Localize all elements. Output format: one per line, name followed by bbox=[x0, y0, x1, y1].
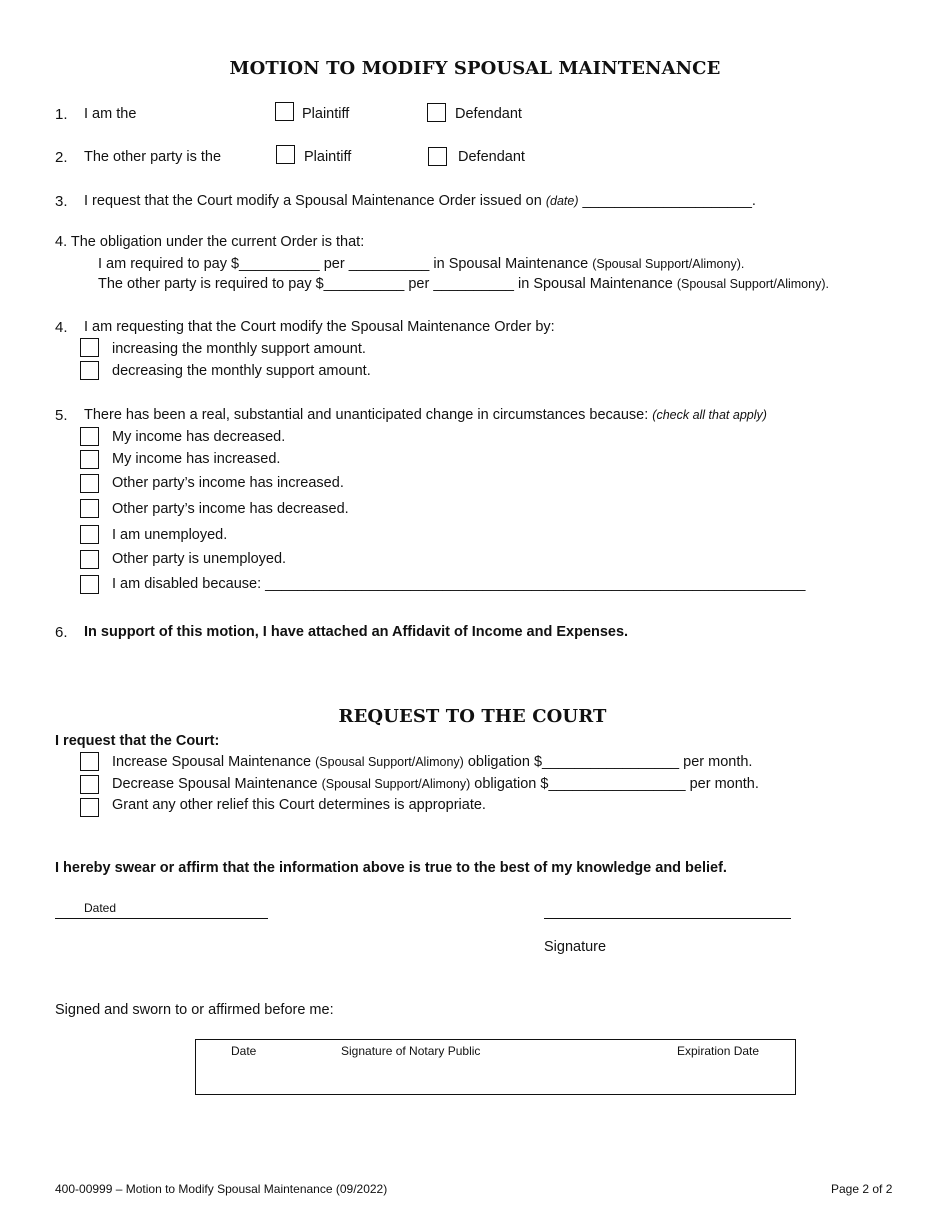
request-intro: I request that the Court: bbox=[55, 733, 220, 749]
notary-expiration-label: Expiration Date bbox=[677, 1044, 760, 1058]
item-5-checkbox-income-increased[interactable] bbox=[80, 450, 99, 469]
obligation-self-text[interactable]: I am required to pay $__________ per __________ in Spousal Maintenance bbox=[98, 256, 589, 272]
request-increase-note: (Spousal Support/Alimony) bbox=[315, 755, 464, 769]
notary-date-label: Date bbox=[231, 1044, 257, 1058]
oath-statement: I hereby swear or affirm that the information above is true to the best of my knowledge and belief. bbox=[55, 860, 727, 876]
item-5-row bbox=[84, 407, 767, 423]
request-other-relief-label: Grant any other relief this Court determines is appropriate. bbox=[112, 797, 486, 813]
request-title: REQUEST TO THE COURT bbox=[338, 706, 607, 727]
item-5-label-other-income-decreased: Other party’s income has decreased. bbox=[112, 501, 349, 517]
item-1-number: 1. bbox=[55, 106, 68, 123]
obligation-other-note: (Spousal Support/Alimony). bbox=[676, 277, 829, 291]
item-4-text: I am requesting that the Court modify the Spousal Maintenance Order by: bbox=[84, 319, 555, 335]
item-3-number: 3. bbox=[55, 193, 68, 210]
request-decrease-checkbox[interactable] bbox=[80, 775, 99, 794]
obligation-other-text[interactable]: The other party is required to pay $__________ per __________ in Spousal Maintenance bbox=[98, 276, 673, 292]
item-4-increase-label: increasing the monthly support amount. bbox=[112, 341, 366, 357]
item-3-date-field[interactable]: _____________________. bbox=[582, 193, 756, 209]
item-3-row bbox=[84, 193, 756, 209]
item-4-decrease-checkbox[interactable] bbox=[80, 361, 99, 380]
sworn-text: Signed and sworn to or affirmed before me: bbox=[55, 1002, 334, 1018]
request-other-relief-checkbox[interactable] bbox=[80, 798, 99, 817]
item-5-checkbox-disabled[interactable] bbox=[80, 575, 99, 594]
item-2-number: 2. bbox=[55, 149, 68, 166]
footer-form-id: 400-00999 – Motion to Modify Spousal Maintenance (09/2022) bbox=[55, 1182, 388, 1196]
item-1-text: I am the bbox=[84, 106, 137, 122]
item-5-text: There has been a real, substantial and unanticipated change in circumstances because: bbox=[84, 407, 649, 423]
request-decrease-row bbox=[112, 776, 759, 792]
request-decrease-text: Decrease Spousal Maintenance bbox=[112, 776, 318, 792]
item-3-date-label: (date) bbox=[545, 194, 579, 208]
signature-label: Signature bbox=[544, 939, 607, 955]
request-increase-amount[interactable]: obligation $_________________ per month. bbox=[467, 754, 753, 770]
item-1-defendant-label: Defendant bbox=[455, 106, 522, 122]
item-5-checkbox-other-income-increased[interactable] bbox=[80, 474, 99, 493]
item-6-number: 6. bbox=[55, 624, 68, 641]
item-5-label-income-increased: My income has increased. bbox=[112, 451, 281, 467]
request-increase-text: Increase Spousal Maintenance bbox=[112, 754, 312, 770]
request-decrease-note: (Spousal Support/Alimony) bbox=[321, 777, 471, 791]
item-5-checkbox-other-income-decreased[interactable] bbox=[80, 499, 99, 518]
item-5-note: (check all that apply) bbox=[652, 408, 767, 422]
request-increase-row bbox=[112, 754, 752, 770]
signature-line[interactable] bbox=[544, 918, 791, 919]
item-5-label-unemployed: I am unemployed. bbox=[112, 527, 228, 543]
request-decrease-amount[interactable]: obligation $_________________ per month. bbox=[474, 776, 759, 792]
item-4-increase-checkbox[interactable] bbox=[80, 338, 99, 357]
item-2-plaintiff-checkbox[interactable] bbox=[276, 145, 295, 164]
notary-signature-label: Signature of Notary Public bbox=[341, 1044, 481, 1058]
request-increase-checkbox[interactable] bbox=[80, 752, 99, 771]
item-5-label-income-decreased: My income has decreased. bbox=[112, 429, 286, 445]
obligation-self-note: (Spousal Support/Alimony). bbox=[592, 257, 745, 271]
item-3-text: I request that the Court modify a Spousal Maintenance Order issued on bbox=[84, 193, 542, 209]
item-2-plaintiff-label: Plaintiff bbox=[304, 149, 352, 165]
dated-line[interactable] bbox=[55, 918, 268, 919]
item-2-text: The other party is the bbox=[84, 149, 222, 165]
item-4-decrease-label: decreasing the monthly support amount. bbox=[112, 363, 371, 379]
item-5-checkbox-income-decreased[interactable] bbox=[80, 427, 99, 446]
item-2-defendant-checkbox[interactable] bbox=[428, 147, 447, 166]
item-1-plaintiff-label: Plaintiff bbox=[302, 106, 350, 122]
item-5-label-other-income-increased: Other party’s income has increased. bbox=[112, 475, 344, 491]
item-5-checkbox-unemployed[interactable] bbox=[80, 525, 99, 544]
item-5-label-other-unemployed: Other party is unemployed. bbox=[112, 551, 287, 567]
obligation-line-self bbox=[98, 256, 744, 272]
footer-page-number: Page 2 of 2 bbox=[831, 1182, 893, 1196]
item-5-checkbox-other-unemployed[interactable] bbox=[80, 550, 99, 569]
item-4-number: 4. bbox=[55, 319, 68, 336]
dated-label: Dated bbox=[84, 901, 117, 915]
item-5-number: 5. bbox=[55, 407, 68, 424]
item-6-text: In support of this motion, I have attached an Affidavit of Income and Expenses. bbox=[84, 624, 629, 640]
obligation-line-other bbox=[98, 276, 829, 292]
item-1-defendant-checkbox[interactable] bbox=[427, 103, 446, 122]
notary-box bbox=[195, 1039, 796, 1095]
page-title: MOTION TO MODIFY SPOUSAL MAINTENANCE bbox=[229, 58, 721, 79]
item-2-defendant-label: Defendant bbox=[458, 149, 525, 165]
obligation-heading: 4. The obligation under the current Order is that: bbox=[55, 234, 365, 250]
item-5-label-disabled[interactable]: I am disabled because: ___________________________________________________________________ bbox=[112, 576, 806, 592]
item-1-plaintiff-checkbox[interactable] bbox=[275, 102, 294, 121]
